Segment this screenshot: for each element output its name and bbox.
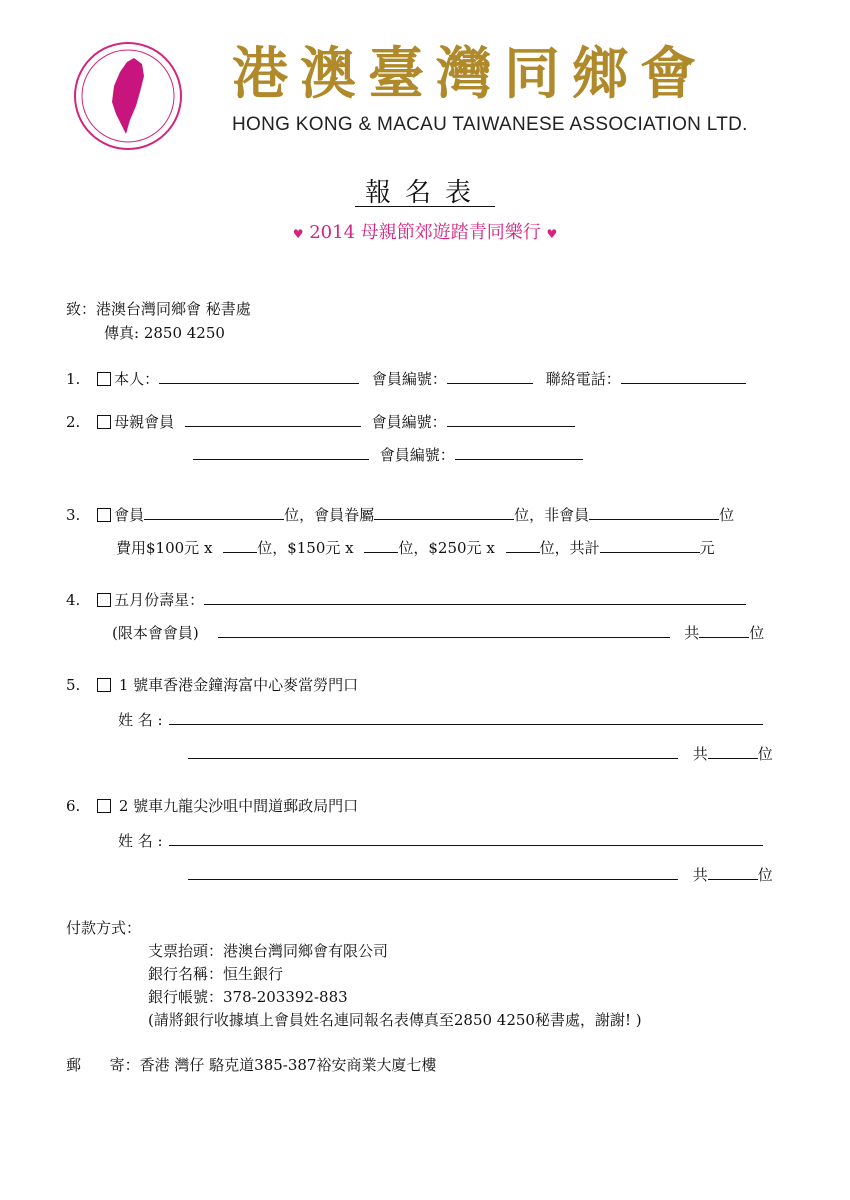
bus-1-count-field[interactable] [708, 743, 758, 759]
fax-line: 傳真: 2850 4250 [104, 324, 225, 342]
mother-name-field[interactable] [185, 411, 361, 427]
item-number: 5. [66, 676, 81, 694]
org-name-chinese: 港澳臺灣同鄉會 [232, 41, 708, 107]
member-no-label: 會員編號： [379, 446, 455, 464]
item-3 [66, 504, 734, 525]
item-4 [66, 589, 746, 610]
member-label: 會員 [114, 506, 145, 524]
phone-field[interactable] [621, 368, 746, 384]
mail-label: 郵 寄： [66, 1056, 140, 1074]
cheque-payee: 支票抬頭：港澳台灣同鄉會有限公司 [148, 942, 389, 960]
recipient-line: 致：港澳台灣同鄉會 秘書處 [66, 300, 251, 318]
item-number: 1. [66, 370, 81, 388]
fee-100-label: 費用$100元 x [116, 539, 213, 557]
bus-1-second-row [188, 743, 773, 764]
bus-2-names-field-2[interactable] [188, 864, 678, 880]
total-label: 位，共計 [539, 539, 600, 557]
mother-member-no-field[interactable] [447, 411, 575, 427]
bus-1-checkbox[interactable] [97, 678, 111, 692]
bank-account: 銀行帳號：378-203392-883 [148, 988, 348, 1006]
fee-250-qty-field[interactable] [506, 537, 540, 553]
member-no-label: 會員編號： [371, 413, 447, 431]
non-member-count-field[interactable] [589, 504, 719, 520]
self-name-field[interactable] [159, 368, 359, 384]
fee-line [116, 537, 715, 558]
unit-label: 位 [749, 624, 765, 642]
attendee-checkbox[interactable] [97, 508, 111, 522]
bus-1-label: 1 號車香港金鐘海富中心麥當勞門口 [114, 676, 359, 694]
name-label: 姓 名 : [118, 832, 163, 850]
bus-1-name-row [118, 709, 763, 730]
total-amount-field[interactable] [600, 537, 700, 553]
bus-2-name-row [118, 830, 763, 851]
mail-line [66, 1055, 436, 1075]
form-subtitle [0, 218, 850, 244]
members-only-note: (限本會會員) [112, 624, 199, 642]
name-label: 姓 名 : [118, 711, 163, 729]
org-name-english: HONG KONG & MACAU TAIWANESE ASSOCIATION LTD. [232, 114, 748, 135]
family-count-field[interactable] [374, 504, 514, 520]
birthday-checkbox[interactable] [97, 593, 111, 607]
item-number: 6. [66, 797, 81, 815]
item-number: 2. [66, 413, 81, 431]
unit-label: 位 [757, 866, 773, 884]
bus-2-count-field[interactable] [708, 864, 758, 880]
mother-label: 母親會員 [114, 413, 175, 431]
form-title: 報名表 [364, 178, 485, 208]
birthday-names-field-2[interactable] [218, 622, 670, 638]
item-number: 3. [66, 506, 81, 524]
currency-label: 元 [699, 539, 715, 557]
item-1 [66, 368, 746, 389]
event-name: 2014 母親節郊遊踏青同樂行 [309, 222, 541, 243]
fee-100-qty-field[interactable] [223, 537, 257, 553]
fee-150-label: 位，$150元 x [257, 539, 354, 557]
item-2 [66, 411, 575, 432]
self-label: 本人： [114, 370, 160, 388]
bus-1-names-field[interactable] [169, 709, 763, 725]
mother-member-no-field-2[interactable] [455, 444, 583, 460]
family-label: 位，會員眷屬 [284, 506, 375, 524]
bus-2-label: 2 號車九龍尖沙咀中間道郵政局門口 [114, 797, 359, 815]
unit-label: 位 [757, 745, 773, 763]
member-count-field[interactable] [144, 504, 284, 520]
item-2-second-row [193, 444, 583, 465]
total-label: 共 [692, 745, 708, 763]
total-label: 共 [684, 624, 700, 642]
bus-2-second-row [188, 864, 773, 885]
item-6 [66, 796, 358, 816]
payment-title: 付款方式： [66, 919, 142, 937]
non-member-label: 位，非會員 [514, 506, 590, 524]
member-no-field[interactable] [447, 368, 533, 384]
bank-name: 銀行名稱：恒生銀行 [148, 965, 284, 983]
unit-label: 位 [719, 506, 735, 524]
item-4-second-row [112, 622, 764, 643]
bus-2-checkbox[interactable] [97, 799, 111, 813]
title-underline [355, 206, 495, 207]
mail-address: 香港 灣仔 駱克道385-387裕安商業大廈七樓 [139, 1056, 437, 1074]
birthday-label: 五月份壽星： [114, 591, 205, 609]
total-label: 共 [692, 866, 708, 884]
self-checkbox[interactable] [97, 372, 111, 386]
birthday-count-field[interactable] [699, 622, 749, 638]
heart-icon: ♥ [292, 227, 304, 241]
member-no-label: 會員編號： [371, 370, 447, 388]
bus-1-names-field-2[interactable] [188, 743, 678, 759]
phone-label: 聯絡電話： [545, 370, 621, 388]
birthday-names-field[interactable] [204, 589, 746, 605]
bus-2-names-field[interactable] [169, 830, 763, 846]
mother-name-field-2[interactable] [193, 444, 369, 460]
fee-150-qty-field[interactable] [364, 537, 398, 553]
heart-icon: ♥ [546, 227, 558, 241]
payment-note: (請將銀行收據填上會員姓名連同報名表傳真至2850 4250秘書處，謝謝! ) [148, 1011, 642, 1029]
fee-250-label: 位，$250元 x [398, 539, 495, 557]
item-5 [66, 675, 358, 695]
mother-checkbox[interactable] [97, 415, 111, 429]
association-seal-logo [72, 40, 184, 152]
item-number: 4. [66, 591, 81, 609]
